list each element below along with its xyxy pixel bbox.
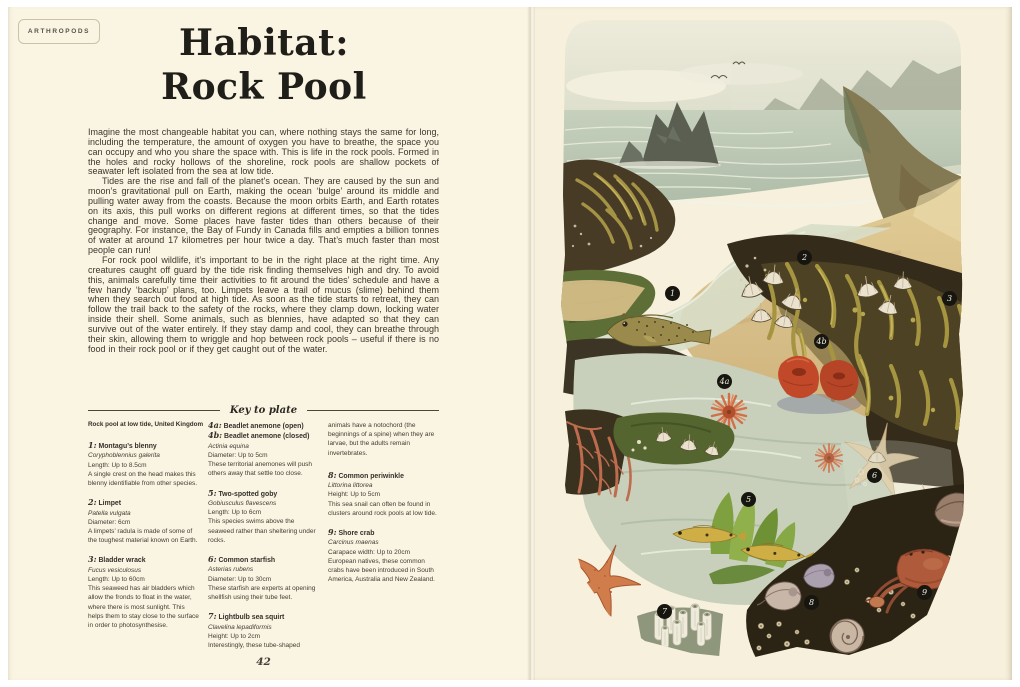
paragraph: Tides are the rise and fall of the planet’s ocean. They are caused by the sun and moon’s gravitational pull on Earth, making the ocean ‘bulge’ around its middle and pulling water away from the coasts. Because the moon orbits Earth, and Earth rotates on its axis, this pull works on different regions at different times, so that the tides change and move. Some places have faster tides than others because of their geography. For instance, the Bay of Fundy in Canada fills and empties a billion tonnes of water at around 17 kilometres per hour twice a day. That’s much faster than most people can run! <box>88 176 439 256</box>
key-column-2 <box>208 421 319 660</box>
entry-desc: Interestingly, these tube-shaped <box>208 642 301 650</box>
key-columns <box>88 421 440 660</box>
plate-marker-5: 5 <box>741 492 756 507</box>
entry-number: 7: <box>208 611 217 622</box>
entry-name: Lightbulb sea squirt <box>218 614 285 622</box>
key-entry-1 <box>88 441 199 488</box>
key-entry-9 <box>328 528 439 584</box>
key-location: Rock pool at low tide, United Kingdom <box>88 421 204 428</box>
plate-marker-4b: 4b <box>814 334 829 349</box>
entry-size: Height: Up to 5cm <box>328 491 381 499</box>
entry-size: Diameter: Up to 30cm <box>208 575 272 583</box>
rock-pool-illustration <box>561 14 965 664</box>
page-number: 42 <box>256 656 271 668</box>
entry-sci-name: Clavelina lepadiformis <box>208 623 272 631</box>
entry-name: Beadlet anemone (open) <box>223 423 304 430</box>
entry-name: Two-spotted goby <box>218 490 278 498</box>
entry-number: 3: <box>88 554 97 565</box>
entry-size: Carapace width: Up to 20cm <box>328 548 411 556</box>
entry-number: 5: <box>208 487 217 498</box>
entry-name: Montagu’s blenny <box>98 443 157 450</box>
title-line-2: Rock Pool <box>161 66 367 108</box>
entry-desc: These starfish are experts at opening shellfish using their tube feet. <box>208 584 316 602</box>
sea-squirts <box>637 604 723 664</box>
entry-desc: This species swims above the seaweed rather than sheltering under rocks. <box>208 518 316 544</box>
key-entry-5 <box>208 489 319 545</box>
entry-size: Length: Up to 8.5cm <box>88 461 147 469</box>
entry-size: Diameter: 6cm <box>88 518 131 526</box>
book-spine <box>527 7 535 680</box>
entry-size: Diameter: Up to 5cm <box>208 452 268 460</box>
entry-desc: A single crest on the head makes this blenny identifiable from other species. <box>88 470 198 488</box>
rule-left <box>88 410 220 411</box>
entry-sci-name: Carcinus maenas <box>328 539 379 547</box>
key-column-3 <box>328 421 439 660</box>
entry-size: Length: Up to 6cm <box>208 509 262 517</box>
plate-marker-6: 6 <box>867 468 882 483</box>
entry-sci-name: Asterias rubens <box>208 566 254 574</box>
entry-desc: This sea snail can often be found in clusters around rock pools at low tide. <box>328 500 437 517</box>
left-page <box>8 7 531 680</box>
entry-number: 4b: <box>208 430 223 441</box>
entry-name: Common starfish <box>218 557 276 565</box>
entry-number: 2: <box>88 497 97 508</box>
plate-marker-9: 9 <box>917 585 932 600</box>
entry-7-continuation: animals have a notochord (the beginnings of a spine) when they are larvae, but the adults remain invertebrates. <box>328 422 435 457</box>
rule-right <box>307 410 439 411</box>
key-column-1 <box>88 421 204 660</box>
entry-number: 9: <box>328 527 337 538</box>
entry-desc: A limpets’ radula is made of some of the toughest material known on Earth. <box>88 528 198 545</box>
plate-marker-1: 1 <box>665 286 680 301</box>
plate-marker-4a: 4a <box>717 374 732 389</box>
entry-desc: These territorial anemones will push others away that settle too close. <box>208 461 313 478</box>
section-tab[interactable]: ARTHROPODS <box>18 19 100 44</box>
plate-marker-2: 2 <box>797 250 812 265</box>
entry-name: Limpet <box>98 500 122 508</box>
entry-name: Bladder wrack <box>98 557 146 565</box>
plate-marker-8: 8 <box>804 595 819 610</box>
entry-number: 1: <box>88 440 97 450</box>
paragraph: Imagine the most changeable habitat you can, where nothing stays the same for long, including the temperature, the amount of oxygen you have to breathe, the space you can occupy and who you share the space with. This is life in the rock pools. Formed in the holes and rocky hollows of the shoreline, rock pools are shallow pockets of seawater left isolated from the sea at low tide. <box>88 127 439 177</box>
paragraph: For rock pool wildlife, it’s important to be in the right place at the right time. Any creatures caught off guard by the tide risk finding themselves high and dry. To avoid this, animals carefully time their activities to fit around the tides’ schedule and have a few handy ‘backup’ plans, too. Limpets leave a trail of mucus (slime) behind them when they search out food at high tide. As soon as the tide starts to retreat, they can follow the trail back to the safety of the rocks, where they clamp down, locking water inside their shell. Some animals, such as blennies, have adapted so that they can survive out of the water entirely. If they stay damp and cool, they can breathe through their skin, allowing them to wriggle and hop between rock pools – useful if there is no food in their rock pool or if they get caught out of the water. <box>88 254 439 354</box>
plate-marker-3: 3 <box>942 291 957 306</box>
entry-sci-name: Fucus vesiculosus <box>88 566 142 574</box>
entry-number: 6: <box>208 554 217 565</box>
entry-sci-name: Littorina littorea <box>328 482 373 490</box>
entry-sci-name: Gobiusculus flavescens <box>208 500 277 508</box>
key-entry-6 <box>208 555 319 602</box>
key-entry-8 <box>328 471 439 518</box>
page-title <box>88 21 440 109</box>
entry-sci-name: Patella vulgata <box>88 509 131 517</box>
right-page <box>531 7 1012 680</box>
book-spread <box>8 7 1012 680</box>
entry-desc: This seaweed has air bladders which allow the fronds to float in the water, where there is most sunlight. This helps them to stay close to the surface in order to photosynthesise. <box>88 585 199 630</box>
intro-text <box>88 128 439 354</box>
key-entry-7 <box>208 612 319 650</box>
entry-name: Common periwinkle <box>338 472 404 480</box>
key-to-plate-title: Key to plate <box>229 405 298 416</box>
entry-sci-name: Coryphoblennius galerita <box>88 452 160 460</box>
entry-name: Shore crab <box>338 530 375 538</box>
key-entry-4 <box>208 421 319 479</box>
entry-number: 8: <box>328 469 337 480</box>
entry-number: 4a: <box>208 420 222 430</box>
entry-name: Beadlet anemone (closed) <box>224 433 310 441</box>
entry-desc: European natives, these common crabs have been introduced in South America, Australia and New Zealand. <box>328 557 435 584</box>
key-entry-3 <box>88 555 199 630</box>
entry-size: Height: Up to 2cm <box>208 632 261 640</box>
entry-sci-name: Actinia equina <box>208 442 249 450</box>
plate-marker-7: 7 <box>657 604 672 619</box>
key-entry-2 <box>88 498 199 545</box>
title-line-1: Habitat: <box>178 22 350 64</box>
entry-size: Length: Up to 60cm <box>88 576 145 584</box>
key-to-plate-header <box>88 405 439 416</box>
